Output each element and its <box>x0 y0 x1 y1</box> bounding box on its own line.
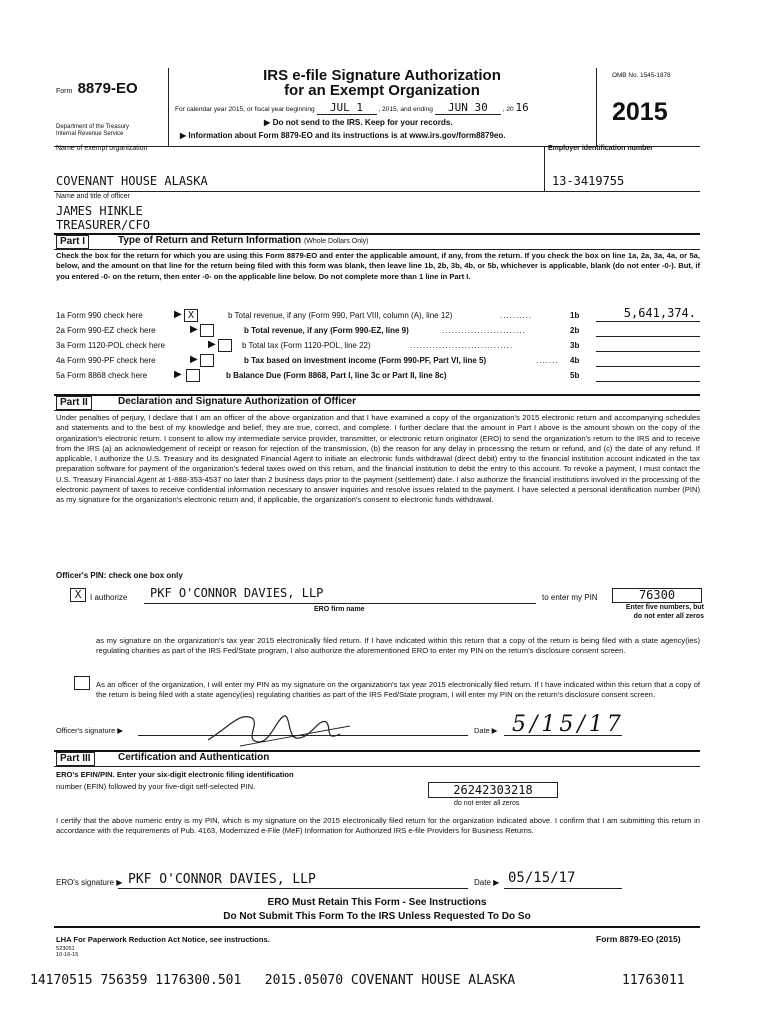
line-2a-checkbox[interactable] <box>200 324 214 337</box>
calendar-suffix: , 20 <box>502 106 514 113</box>
efin-note: do not enter all zeros <box>454 800 520 807</box>
option1-prefix: I authorize <box>90 593 128 602</box>
ein-divider <box>544 146 545 192</box>
line-2b-underline <box>596 336 700 337</box>
footer-form-ref: Form 8879-EO (2015) <box>596 934 681 944</box>
tax-year: 2015 <box>612 98 668 126</box>
line-3a-checkbox[interactable] <box>218 339 232 352</box>
part1-instructions: Check the box for the return for which you are using this Form 8879-EO and enter the applicable amount, if any, from the return. If you check the box on line 1a, 2a, 3a, 4a, or 5a, below, and the amount on that line for the return being filed with this form was blank, then leave line 1b, 2b, 3b, 4b, or 5b, whichever is applicable, blank (do not enter -0-). But, if you entered -0- on the return, then enter -0- on the applicable line below. Do not complete more than 1 line in Part I. <box>56 251 700 281</box>
officer-signature-scribble <box>200 706 360 750</box>
line-4b-leader: ....... <box>536 356 559 365</box>
efin-text <box>56 769 294 793</box>
line-3a-arrow: ▶ <box>208 339 216 350</box>
line-2 <box>56 324 700 340</box>
line-1b-leader: .......... <box>500 311 533 320</box>
pin-heading: Officer's PIN: check one box only <box>56 571 183 580</box>
officer-date-line <box>504 735 622 736</box>
line-2a-label: 2a Form 990-EZ check here <box>56 326 156 335</box>
ein-value: 13-3419755 <box>552 174 625 188</box>
ero-date-line <box>504 888 622 889</box>
line-3b-underline <box>596 351 700 352</box>
line-5a-label: 5a Form 8868 check here <box>56 371 148 380</box>
department-label <box>56 124 129 138</box>
form-number: 8879-EO <box>77 80 138 97</box>
header-divider-right <box>596 68 597 146</box>
pin-note <box>612 604 704 621</box>
part1-title-note: (Whole Dollars Only) <box>303 238 369 245</box>
line-5 <box>56 369 700 385</box>
part2-title: Declaration and Signature Authorization of Officer <box>118 396 356 407</box>
line-3b-label: b Total tax (Form 1120-POL, line 22) <box>242 341 371 350</box>
form-title <box>168 68 596 98</box>
line-1a-label: 1a Form 990 check here <box>56 311 143 320</box>
pin-prefix: to enter my PIN <box>542 593 598 602</box>
ero-signature-line <box>118 888 468 889</box>
line-2a-arrow: ▶ <box>190 324 198 335</box>
part1-title <box>118 235 369 246</box>
line-4b-underline <box>596 366 700 367</box>
part3-title-rule <box>54 766 700 767</box>
ero-signature-label: ERO's signature ▶ <box>56 878 123 887</box>
dept-line-1: Department of the Treasury <box>56 124 130 130</box>
org-name: COVENANT HOUSE ALASKA <box>56 174 208 188</box>
bottom-processing-code: 11763011 <box>622 973 685 988</box>
title-line-1: IRS e-file Signature Authorization <box>263 67 501 84</box>
officer-label: Name and title of officer <box>56 193 130 200</box>
ero-firm-label: ERO firm name <box>314 606 365 613</box>
footer-top-rule <box>54 926 700 928</box>
line-1a-arrow: ▶ <box>174 309 182 320</box>
ero-efin-pin-box[interactable]: 26242303218 <box>428 782 558 798</box>
line-5b-number: 5b <box>570 371 580 380</box>
line-3 <box>56 339 700 355</box>
officer-title: TREASURER/CFO <box>56 218 150 232</box>
option1-checkbox[interactable]: X <box>70 588 86 602</box>
lha-notice: LHA For Paperwork Reduction Act Notice, see instructions. <box>56 935 270 944</box>
line-4a-arrow: ▶ <box>190 354 198 365</box>
ero-date: 05/15/17 <box>508 870 576 886</box>
part1-title-text: Type of Return and Return Information <box>118 235 302 246</box>
officer-date-label: Date ▶ <box>474 726 498 735</box>
form-prefix: Form <box>56 88 73 95</box>
tax-year-line <box>175 101 529 115</box>
ero-firm-name: PKF O'CONNOR DAVIES, LLP <box>150 586 324 600</box>
option2-text: As an officer of the organization, I will enter my PIN as my signature on the organization's tax year 2015 electronically filed return. If I have indicated within this return that a copy of the return is being filed with a state agency(ies) regulating charities as part of the IRS Fed/State program, I will enter my PIN on the return's disclosure consent screen. <box>96 680 700 700</box>
line-4 <box>56 354 700 370</box>
retain-notice-1: ERO Must Retain This Form - See Instructions <box>267 897 487 908</box>
option1-text: as my signature on the organization's tax year 2015 electronically filed return. If I have indicated within this return that a copy of the return is being filed with a state agency(ies) regulating charities as part of the IRS Fed/State program, I also authorize the aforementioned ERO to enter my PIN on the return's disclosure consent screen. <box>96 636 700 656</box>
line-5b-label: b Balance Due (Form 8868, Part I, line 3c or Part II, line 8c) <box>226 371 447 380</box>
retain-notice-2: Do Not Submit This Form To the IRS Unless Requested To Do So <box>223 911 531 922</box>
line-2b-leader: .......................... <box>442 326 526 335</box>
part2-title-rule <box>54 410 700 411</box>
footer-codes <box>56 946 78 958</box>
calendar-prefix: For calendar year 2015, or fiscal year beginning <box>175 106 315 113</box>
part2-label: Part II <box>56 396 92 410</box>
officer-name: JAMES HINKLE <box>56 204 143 218</box>
line-5b-underline <box>596 381 700 382</box>
part3-title: Certification and Authentication <box>118 752 270 763</box>
calendar-mid: , 2015, and ending <box>378 106 433 113</box>
officer-signature-label: Officer's signature ▶ <box>56 726 123 735</box>
ero-firm-underline <box>144 603 536 604</box>
part1-title-rule <box>54 249 700 250</box>
line-3a-label: 3a Form 1120-POL check here <box>56 341 165 350</box>
line-1b-underline <box>596 321 700 322</box>
begin-date: JUL 1 <box>317 101 377 115</box>
ein-label: Employer identification number <box>548 145 654 152</box>
footer-code-1: 523051 <box>56 946 75 952</box>
line-1b-label: b Total revenue, if any (Form 990, Part VIII, column (A), line 12) <box>228 311 453 320</box>
efin-text-2: number (EFIN) followed by your five-digit self-selected PIN. <box>56 782 256 791</box>
line-4a-label: 4a Form 990-PF check here <box>56 356 156 365</box>
line-4a-checkbox[interactable] <box>200 354 214 367</box>
line-5a-checkbox[interactable] <box>186 369 200 382</box>
footer-code-2: 10-16-15 <box>56 952 79 958</box>
pin-note-1: Enter five numbers, but <box>625 604 704 611</box>
certification-text: I certify that the above numeric entry is my PIN, which is my signature on the 2015 electronically filed return for the organization indicated above. I confirm that I am submitting this return in accordance with the requirements of Pub. 4163, Modernized e-File (MeF) Information for Authorized IRS e-file Providers for Business Returns. <box>56 816 700 836</box>
line-2b-label: b Total revenue, if any (Form 990-EZ, line 9) <box>244 326 409 335</box>
dept-line-2: Internal Revenue Service <box>56 131 124 137</box>
line-1a-checkbox[interactable]: X <box>184 309 198 322</box>
org-bottom-rule <box>54 191 700 192</box>
line-4b-label: b Tax based on investment income (Form 990-PF, Part VI, line 5) <box>244 356 487 365</box>
pin-note-2: do not enter all zeros <box>633 612 704 620</box>
ero-date-label: Date ▶ <box>474 878 500 887</box>
line-5a-arrow: ▶ <box>174 369 182 380</box>
line-3b-leader: ................................ <box>410 341 514 350</box>
line-3b-number: 3b <box>570 341 580 350</box>
do-not-send-notice: ▶ Do not send to the IRS. Keep for your records. <box>264 118 453 127</box>
end-date: JUN 30 <box>435 101 501 115</box>
omb-number: OMB No. 1545-1878 <box>612 72 671 79</box>
part1-label: Part I <box>56 235 89 249</box>
title-line-2: for an Exempt Organization <box>284 82 480 99</box>
declaration-text: Under penalties of perjury, I declare that I am an officer of the above organization and that I have examined a copy of the organization's 2015 electronic return and accompanying schedules and statements and to the best of my knowledge and belief, they are true, correct, and complete. I further declare that the amount in Part I above is the amount shown on the copy of the organization's electronic return. I consent to allow my intermediate service provider, transmitter, or electronic return originator (ERO) to send the organization's return to the IRS and to receive from the IRS (a) an acknowledgement of receipt or reason for rejection of the transmission, (b) the reason for any delay in processing the return or refund, and (c) the date of any refund. If applicable, I authorize the U.S. Treasury and its designated Financial Agent to initiate an electronic funds withdrawal (direct debit) entry to the financial institution account indicated in the tax preparation software for payment of the organization's federal taxes owed on this return, and the financial institution to debit the entry to this account. To revoke a payment, I must contact the U.S. Treasury Financial Agent at 1-888-353-4537 no later than 2 business days prior to the payment (settlement) date. I also authorize the financial institutions involved in the processing of the electronic payment of taxes to receive confidential information necessary to answer inquiries and resolve issues related to the payment. I have selected a personal identification number (PIN) as my signature for the organization's electronic return and, if applicable, the organization's consent to electronic funds withdrawal. <box>56 413 700 505</box>
option2-checkbox[interactable] <box>74 676 90 690</box>
line-2b-number: 2b <box>570 326 580 335</box>
form-number-block <box>56 80 138 97</box>
ero-signature: PKF O'CONNOR DAVIES, LLP <box>128 872 316 887</box>
line-1b-number: 1b <box>570 311 580 320</box>
line-1b-amount: 5,641,374. <box>623 306 696 320</box>
officer-pin-box[interactable]: 76300 <box>612 588 702 603</box>
officer-sign-date: 5/15/17 <box>512 712 625 737</box>
bottom-processing-line: 14170515 756359 1176300.501 2015.05070 COVENANT HOUSE ALASKA <box>30 973 516 988</box>
org-name-label: Name of exempt organization <box>56 145 148 152</box>
line-1 <box>56 306 700 325</box>
info-notice: ▶ Information about Form 8879-EO and its instructions is at www.irs.gov/form8879eo. <box>180 131 506 140</box>
line-4b-number: 4b <box>570 356 580 365</box>
end-year: 16 <box>515 101 529 114</box>
efin-text-1: ERO's EFIN/PIN. Enter your six-digit electronic filing identification <box>56 770 294 779</box>
part3-label: Part III <box>56 752 95 766</box>
